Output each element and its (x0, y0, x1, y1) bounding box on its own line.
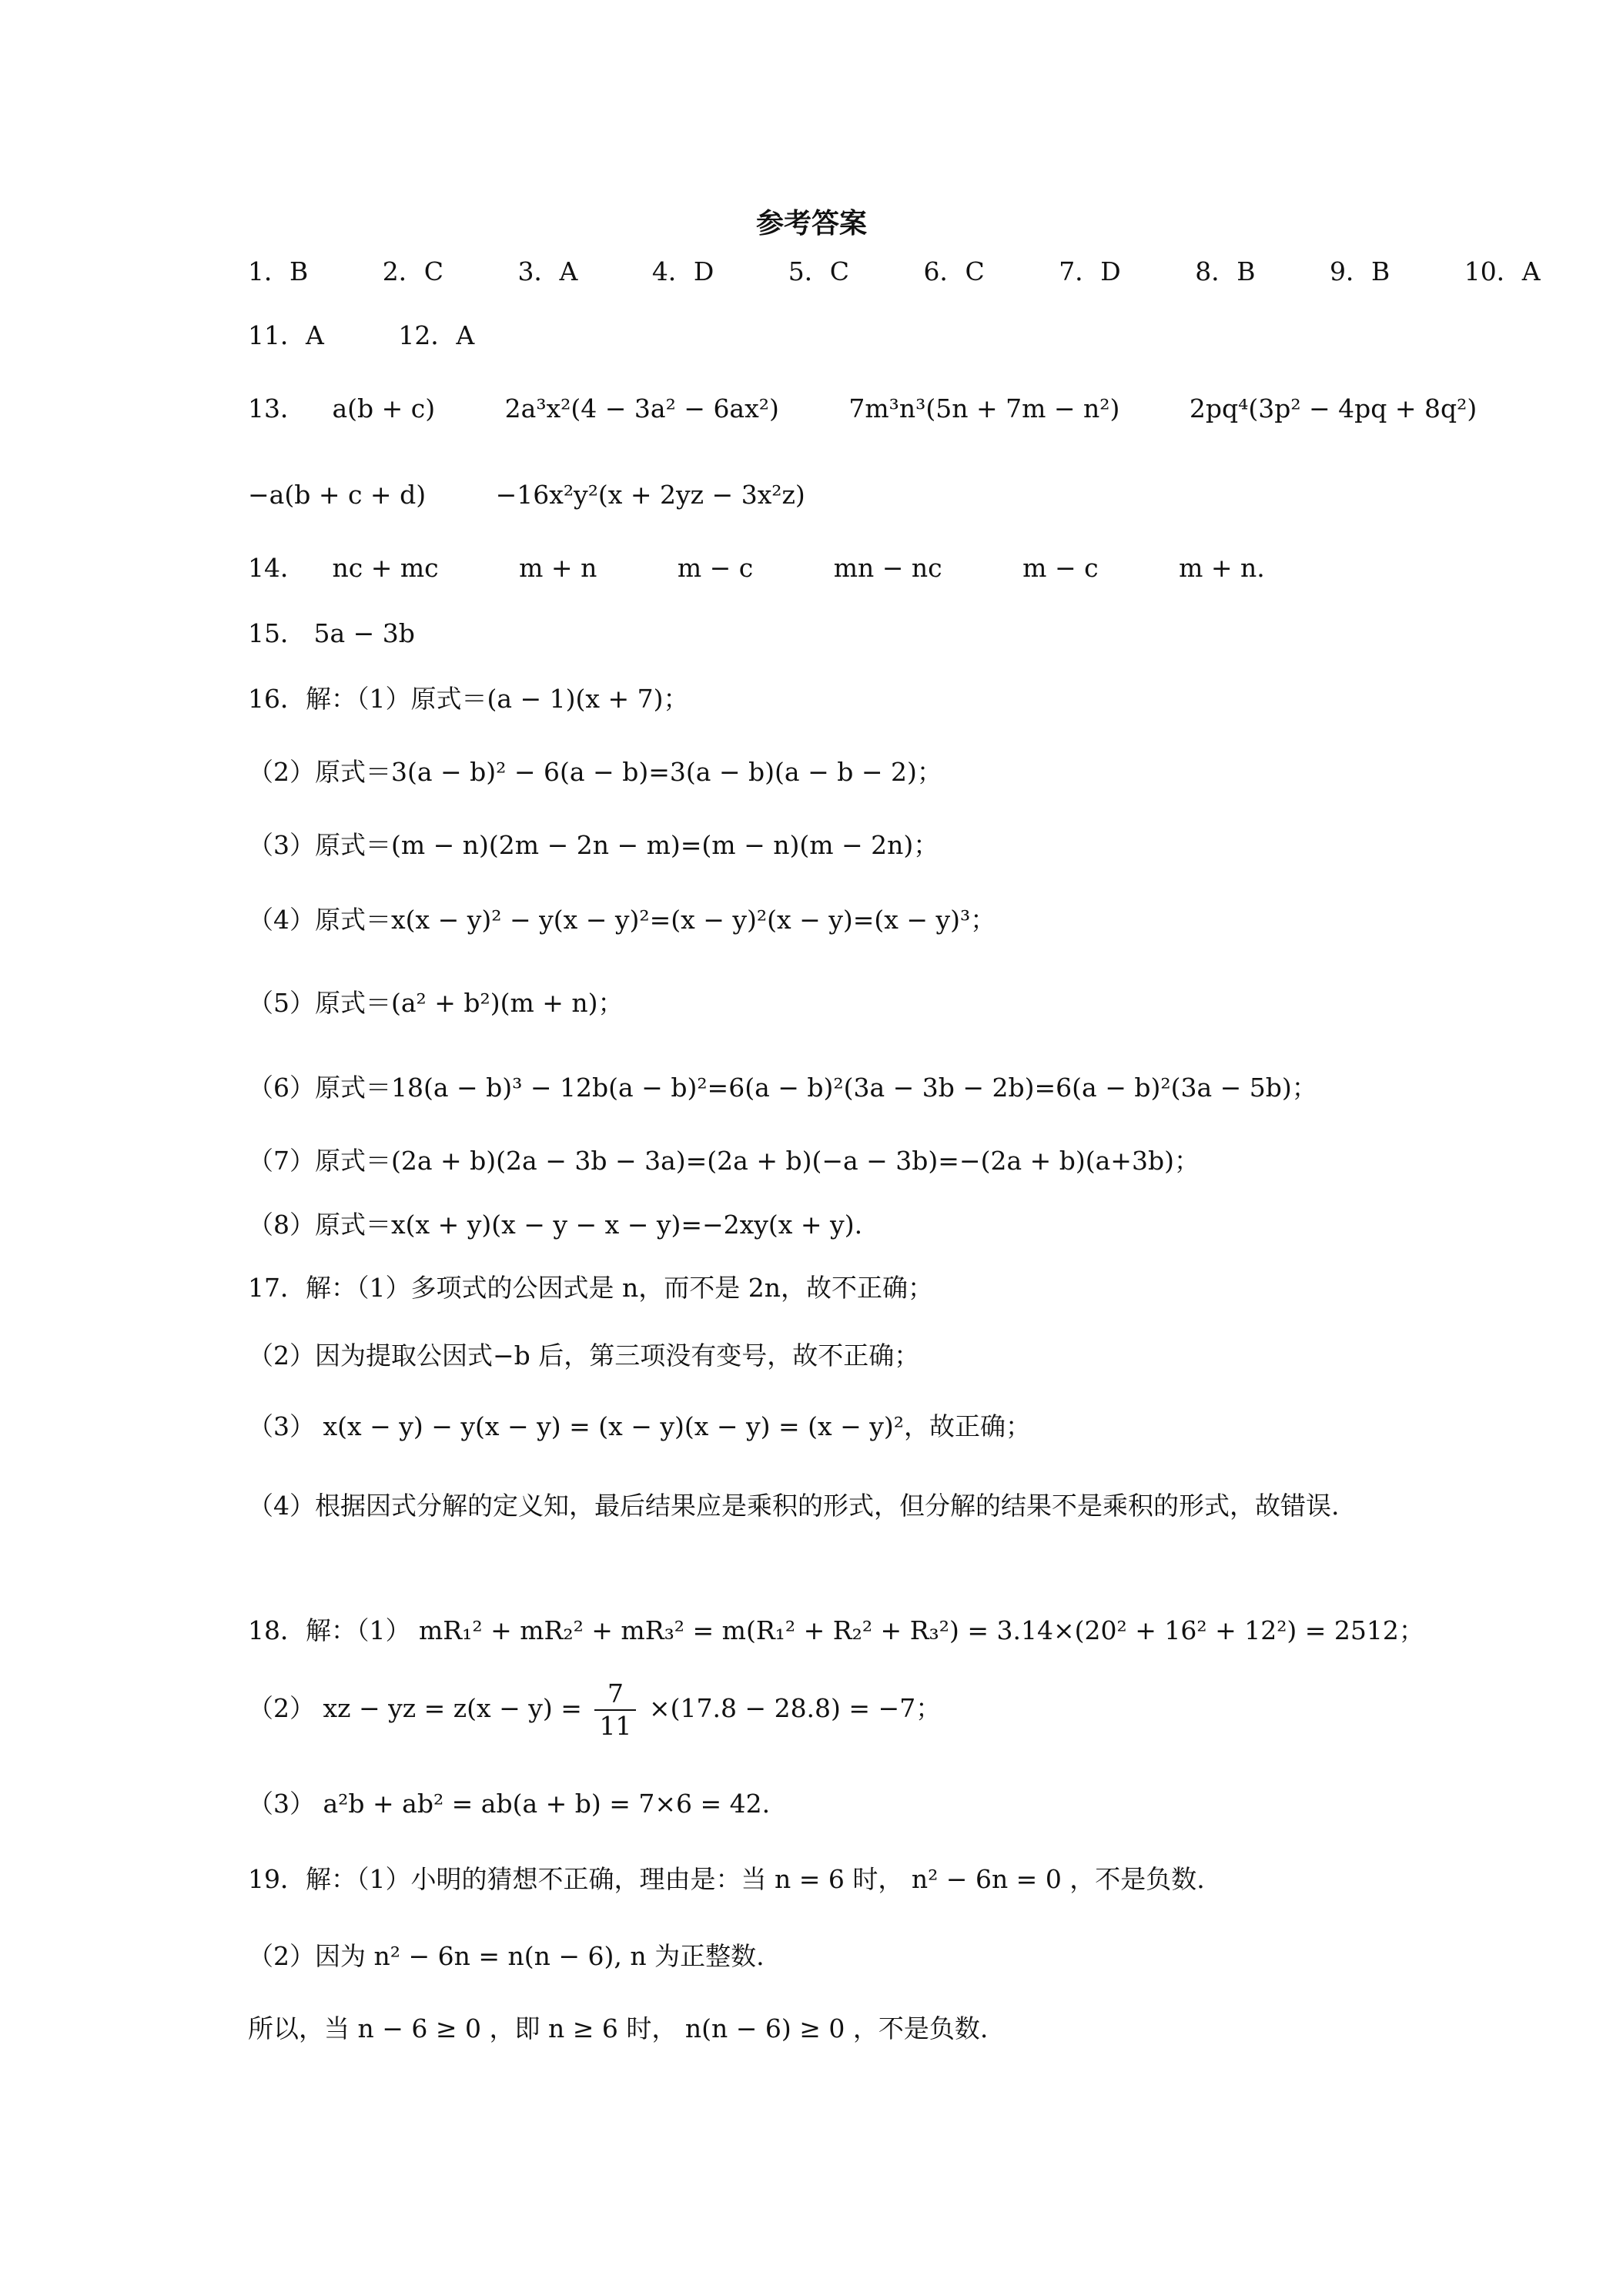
fraction (594, 1678, 636, 1742)
answer-expression: 7m³n³(5n + 7m − n²) (848, 393, 1120, 423)
mc-answer: 3．A (517, 256, 578, 286)
q19-line: 19．解：（1）小明的猜想不正确，理由是：当 n = 6 时， n² − 6n = 0 ，不是负数. (248, 1864, 1205, 1894)
q18-line-with-fraction (248, 1678, 1392, 1742)
expression-text: （2） xz − yz = z(x − y) = (248, 1693, 582, 1723)
answer-expression: m + n (519, 553, 597, 583)
answer-expression: a(b + c) (332, 393, 436, 423)
mc-answer: 5．C (788, 256, 850, 286)
q18-line: 18．解：（1） mR₁² + mR₂² + mR₃² = m(R₁² + R₂² + R₃²) = 3.14×(20² + 16² + 12²) = 2512； (248, 1615, 1424, 1645)
q17-line: 17．解：（1）多项式的公因式是 n，而不是 2n，故不正确； (248, 1273, 933, 1303)
q16-line: （8）原式＝x(x + y)(x − y − x − y)=−2xy(x + y). (248, 1210, 863, 1240)
answer-expression: 2a³x²(4 − 3a² − 6ax²) (504, 393, 779, 423)
mc-answer: 8．B (1195, 256, 1256, 286)
mc-answer: 4．D (651, 256, 714, 286)
q13-row-1 (248, 391, 1477, 427)
q16-line: （7）原式＝(2a + b)(2a − 3b − 3a)=(2a + b)(−a − 3b)=−(2a + b)(a+3b)； (248, 1146, 1200, 1176)
mc-answer: 1．B (248, 256, 309, 286)
q17-line: （3） x(x − y) − y(x − y) = (x − y)(x − y) = (x − y)²，故正确； (248, 1411, 1032, 1441)
mc-answer: 6．C (923, 256, 985, 286)
mc-answer: 10．A (1464, 256, 1541, 286)
answer-expression: nc + mc (332, 553, 439, 583)
q19-line: （2）因为 n² − 6n = n(n − 6), n 为正整数. (248, 1941, 765, 1971)
mc-answers-row-2 (248, 318, 1392, 353)
q16-line: （4）原式＝x(x − y)² − y(x − y)²=(x − y)²(x − y)=(x − y)³； (248, 905, 996, 935)
mc-answer: 7．D (1059, 256, 1121, 286)
mc-answers-row-1 (248, 254, 1541, 290)
answer-expression: −16x²y²(x + 2yz − 3x²z) (495, 480, 805, 510)
q16-line: （5）原式＝(a² + b²)(m + n)； (248, 988, 624, 1018)
q17-line: （2）因为提取公因式−b 后，第三项没有变号，故不正确； (248, 1340, 920, 1371)
q17-line: （4）根据因式分解的定义知，最后结果应是乘积的形式，但分解的结果不是乘积的形式，故错误. (248, 1491, 1340, 1521)
fraction-numerator: 7 (594, 1678, 636, 1711)
answer-expression: 2pq⁴(3p² − 4pq + 8q²) (1189, 393, 1477, 423)
answer-expression: m − c (677, 553, 754, 583)
q15-line: 15． 5a − 3b (248, 618, 415, 648)
mc-answer: 9．B (1330, 256, 1390, 286)
q16-line: （6）原式＝18(a − b)³ − 12b(a − b)²=6(a − b)²(3a − 3b − 2b)=6(a − b)²(3a − 5b)； (248, 1073, 1317, 1103)
answer-expression: m − c (1022, 553, 1099, 583)
q16-line: （2）原式＝3(a − b)² − 6(a − b)=3(a − b)(a − b − 2)； (248, 757, 942, 787)
mc-answer: 11．A (248, 320, 324, 350)
q13-row-2 (248, 477, 1392, 513)
mc-answer: 2．C (382, 256, 443, 286)
page-title: 参考答案 (755, 207, 867, 239)
fraction-denominator: 11 (599, 1711, 632, 1741)
q14-row (248, 551, 1392, 586)
question-number: 13． (248, 393, 306, 423)
q16-line: 16．解：（1）原式＝(a − 1)(x + 7)； (248, 684, 689, 714)
expression-text: ×(17.8 − 28.8) = −7； (648, 1693, 942, 1723)
answer-expression: mn − nc (833, 553, 942, 583)
q19-line: 所以，当 n − 6 ≥ 0 ，即 n ≥ 6 时， n(n − 6) ≥ 0 ，不是负数. (248, 2013, 989, 2043)
answer-expression: −a(b + c + d) (248, 480, 427, 510)
q16-line: （3）原式＝(m − n)(2m − 2n − m)=(m − n)(m − 2n)； (248, 830, 939, 860)
question-number: 14． (248, 553, 306, 583)
mc-answer: 12．A (398, 320, 475, 350)
q18-line: （3） a²b + ab² = ab(a + b) = 7×6 = 42. (248, 1789, 771, 1819)
answer-expression: m + n. (1179, 553, 1265, 583)
